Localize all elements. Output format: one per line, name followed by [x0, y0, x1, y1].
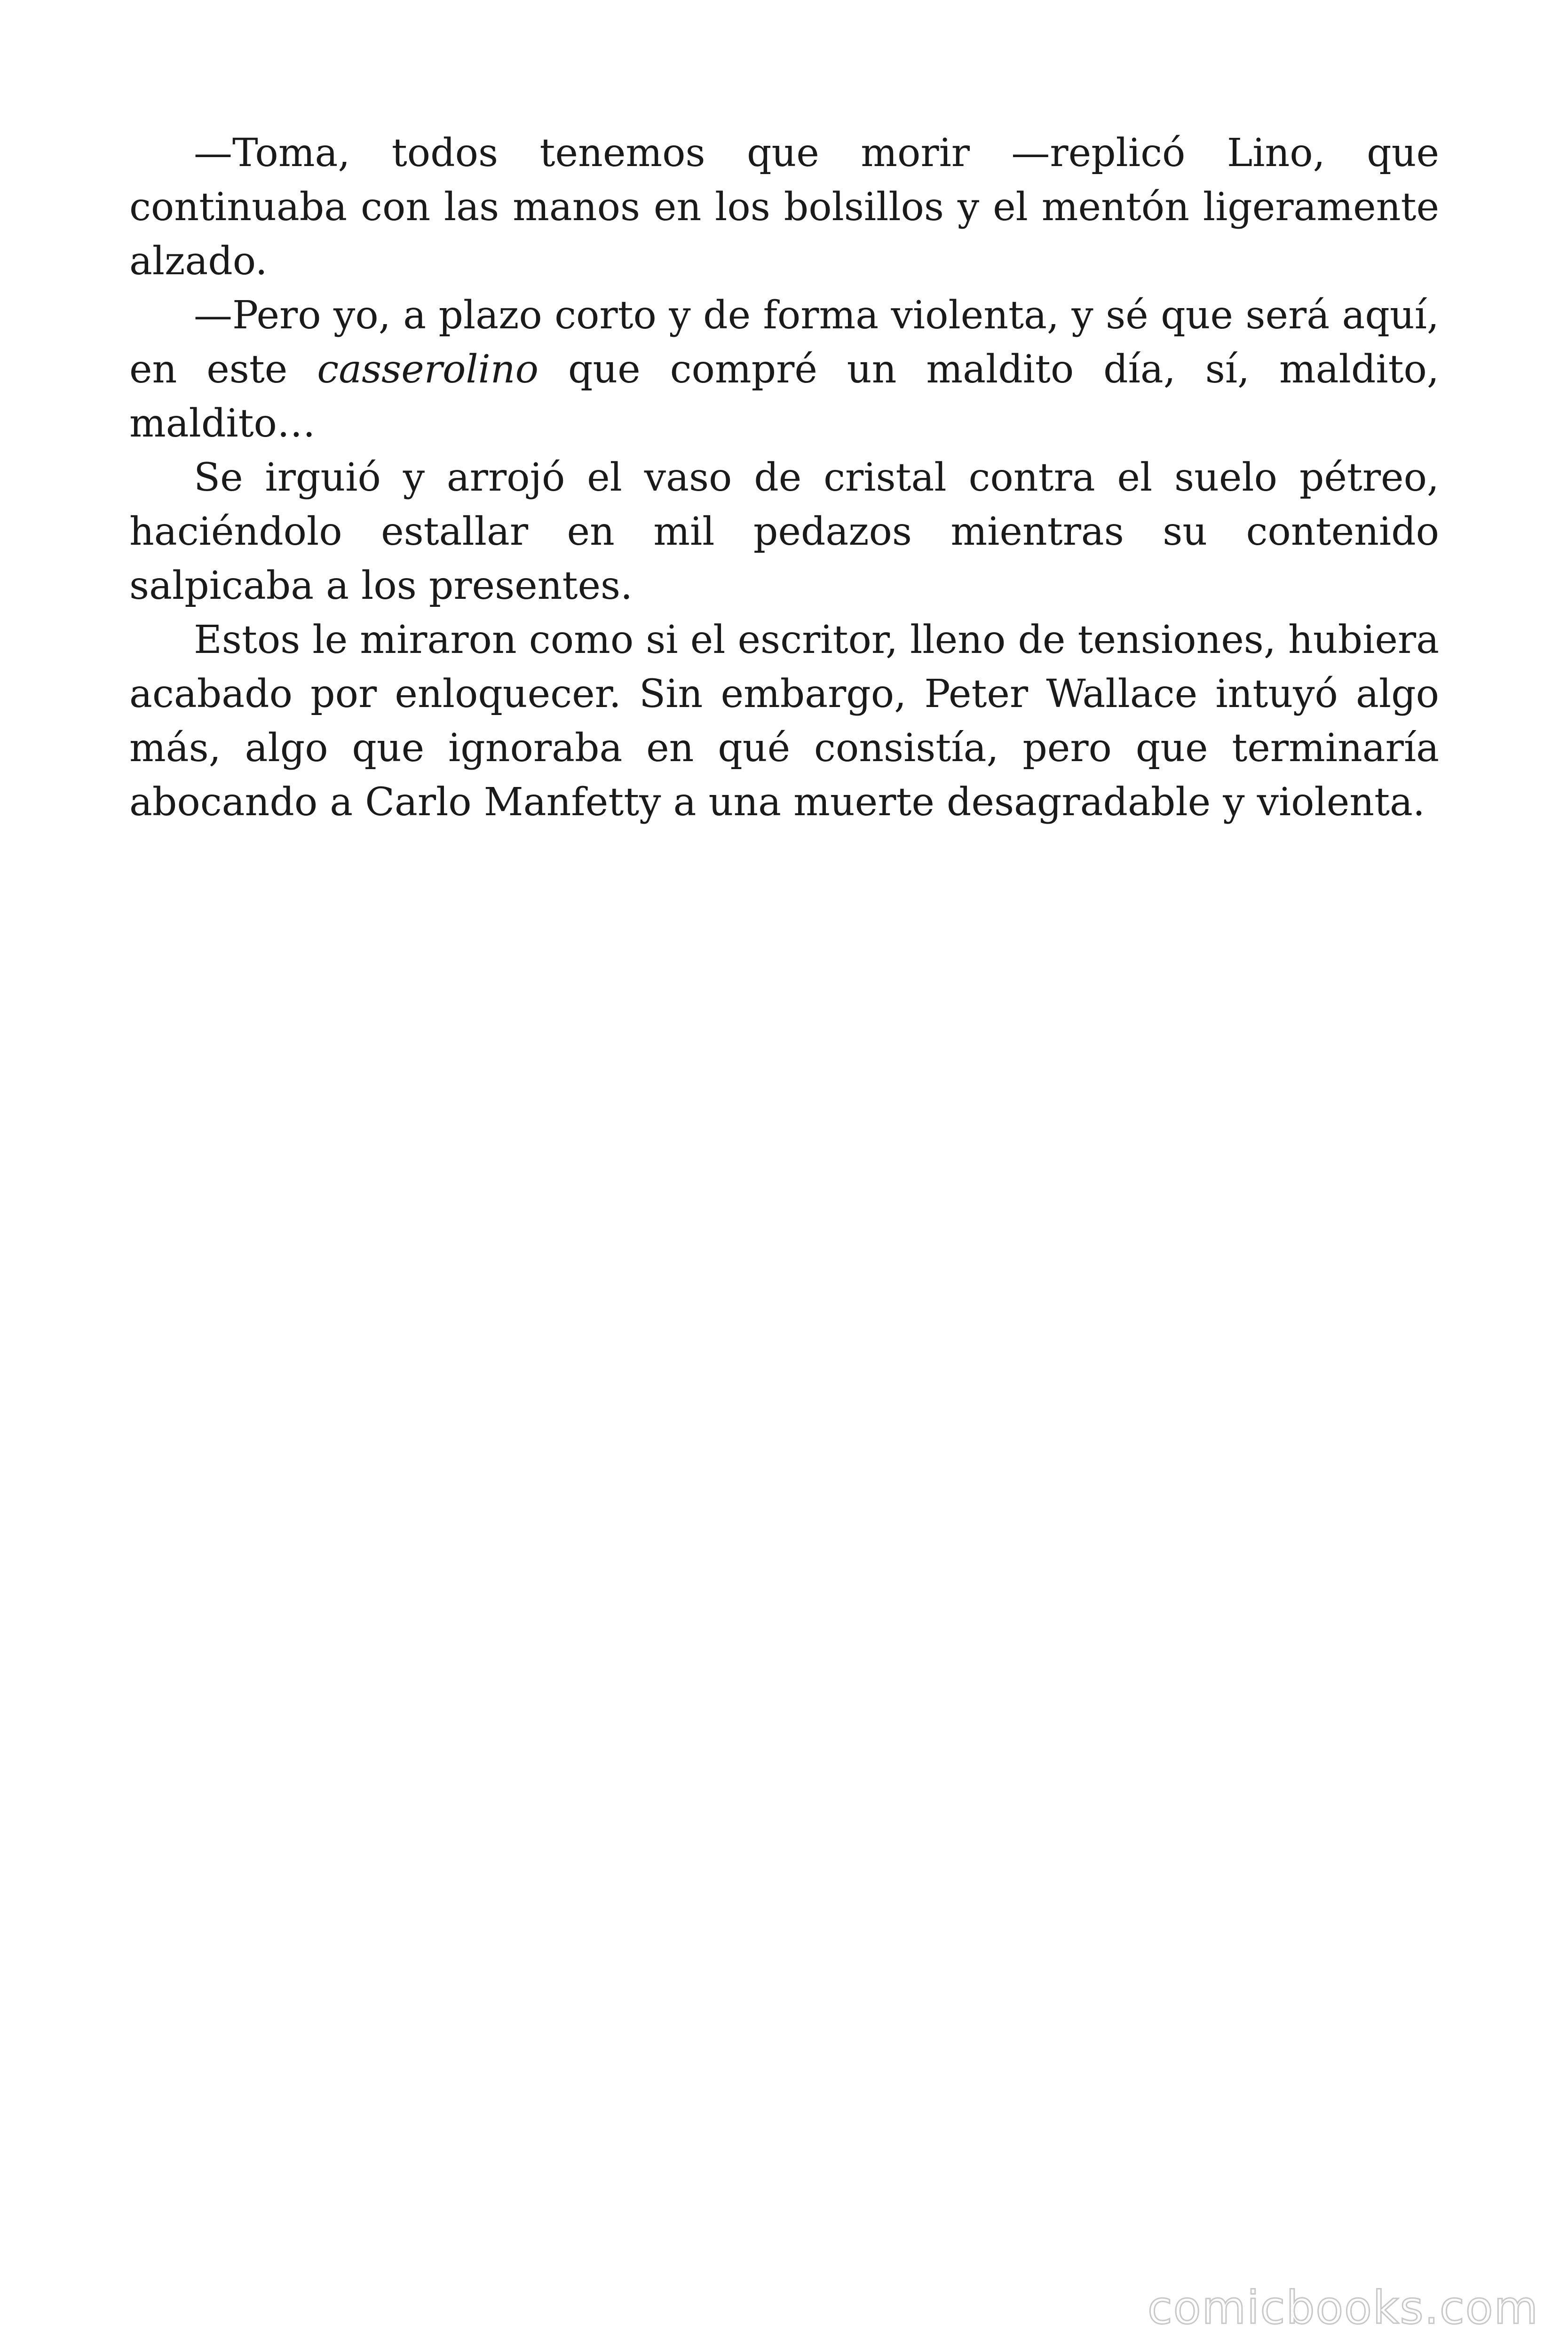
paragraph-3-text: Se irguió y arrojó el vaso de cristal contra el suelo pétreo, haciéndolo estallar en mil pedazos mientras su contenido salpicaba a los presentes.	[129, 455, 1439, 608]
paragraph-4	[129, 613, 1439, 829]
paragraph-1-text: —Toma, todos tenemos que morir —replicó Lino, que continuaba con las manos en los bolsillos y el mentón ligeramente alzado.	[129, 131, 1439, 284]
paragraph-1	[129, 126, 1439, 288]
page-body	[129, 126, 1439, 829]
watermark: comicbooks.com	[1147, 2281, 1539, 2334]
paragraph-4-text: Estos le miraron como si el escritor, lleno de tensiones, hubiera acabado por enloquecer. Sin embargo, Peter Wallace intuyó algo más, algo que ignoraba en qué consistía, pero que terminaría abocando a Carlo Manfetty a una muerte desagradable y violenta.	[129, 618, 1439, 825]
paragraph-3	[129, 451, 1439, 613]
paragraph-2	[129, 288, 1439, 451]
paragraph-2-text-start: —Pero yo, a plazo corto y de forma violenta, y sé que será aquí, en este	[129, 293, 1439, 392]
paragraph-2-italic-word: casserolino	[317, 347, 539, 392]
paragraph-2-text-end: que compré un maldito día, sí, maldito, maldito…	[129, 347, 1439, 446]
